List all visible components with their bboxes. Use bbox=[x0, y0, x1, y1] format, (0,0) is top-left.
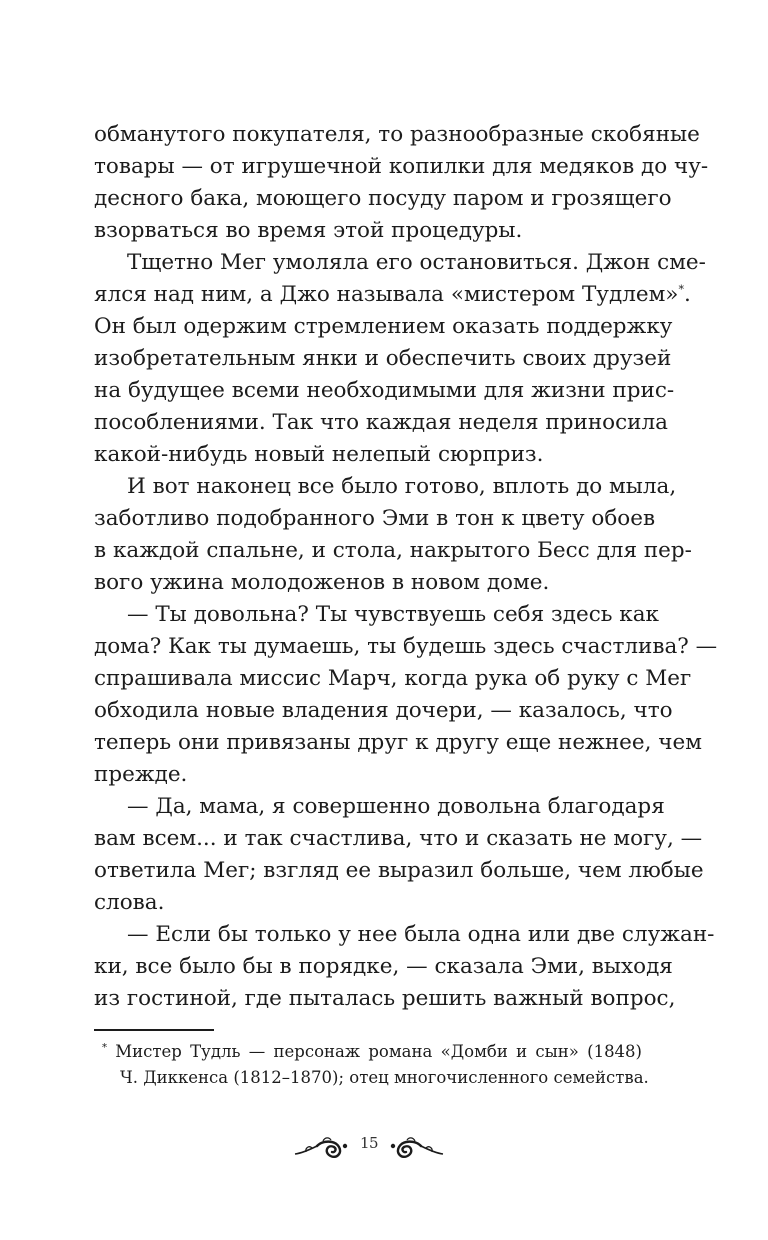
text-line: товары — от игрушечной копилки для медяков до чу- bbox=[94, 154, 709, 179]
text-line: заботливо подобранного Эми в тон к цвету обоев bbox=[94, 506, 656, 531]
text-line-with-footnote bbox=[94, 279, 691, 311]
text-line: ки, все было бы в порядке, — сказала Эми, выходя bbox=[94, 954, 673, 979]
text-line: изобретательным янки и обеспечить своих друзей bbox=[94, 346, 672, 371]
text-line: из гостиной, где пыталась решить важный вопрос, bbox=[94, 986, 676, 1011]
page-number: 15 bbox=[359, 1134, 379, 1152]
right-flourish-icon bbox=[389, 1132, 445, 1162]
text-line: спрашивала миссис Марч, когда рука об руку с Мег bbox=[94, 666, 692, 691]
text-line: И вот наконец все было готово, вплоть до мыла, bbox=[127, 474, 677, 499]
footnote-text: Мистер Тудль — персонаж романа «Домби и сын» (1848) bbox=[115, 1042, 642, 1061]
text-line: — Ты довольна? Ты чувствуешь себя здесь как bbox=[127, 602, 659, 627]
text-line: ответила Мег; взгляд ее выразил больше, чем любые bbox=[94, 858, 704, 883]
text-line: — Если бы только у нее была одна или две служан- bbox=[127, 922, 715, 947]
text-line: Тщетно Мег умоляла его остановиться. Джон сме- bbox=[127, 250, 706, 275]
text-line: какой-нибудь новый нелепый сюрприз. bbox=[94, 442, 544, 467]
text-line: пособлениями. Так что каждая неделя приносила bbox=[94, 410, 668, 435]
text-line: Он был одержим стремлением оказать поддержку bbox=[94, 314, 673, 339]
text-line: в каждой спальне, и стола, накрытого Бесс для пер- bbox=[94, 538, 692, 563]
text-line: дома? Как ты думаешь, ты будешь здесь счастлива? — bbox=[94, 634, 718, 659]
footnote-symbol: * bbox=[102, 1042, 107, 1054]
page-number-ornament bbox=[293, 1132, 445, 1162]
text-line: слова. bbox=[94, 890, 165, 915]
text-line: вам всем... и так счастлива, что и сказать не могу, — bbox=[94, 826, 703, 851]
text-line: обманутого покупателя, то разнообразные скобяные bbox=[94, 122, 700, 147]
footnote-line-1 bbox=[102, 1040, 642, 1064]
text-line-content: ялся над ним, а Джо называла «мистером Тудлем» bbox=[94, 282, 679, 307]
text-line: на будущее всеми необходимыми для жизни прис- bbox=[94, 378, 675, 403]
footnote-line-2: Ч. Диккенса (1812–1870); отец многочисленного семейства. bbox=[120, 1068, 649, 1087]
text-line: взорваться во время этой процедуры. bbox=[94, 218, 523, 243]
footnote-divider bbox=[94, 1029, 214, 1031]
text-line: десного бака, моющего посуду паром и грозящего bbox=[94, 186, 672, 211]
footnote-marker: * bbox=[678, 282, 684, 296]
text-line: прежде. bbox=[94, 762, 188, 787]
footnote-marker-period: . bbox=[683, 282, 691, 307]
left-flourish-icon bbox=[293, 1132, 349, 1162]
text-line: обходила новые владения дочери, — казалось, что bbox=[94, 698, 673, 723]
text-line: вого ужина молодоженов в новом доме. bbox=[94, 570, 550, 595]
text-line: теперь они привязаны друг к другу еще нежнее, чем bbox=[94, 730, 702, 755]
text-line: — Да, мама, я совершенно довольна благодаря bbox=[127, 794, 665, 819]
